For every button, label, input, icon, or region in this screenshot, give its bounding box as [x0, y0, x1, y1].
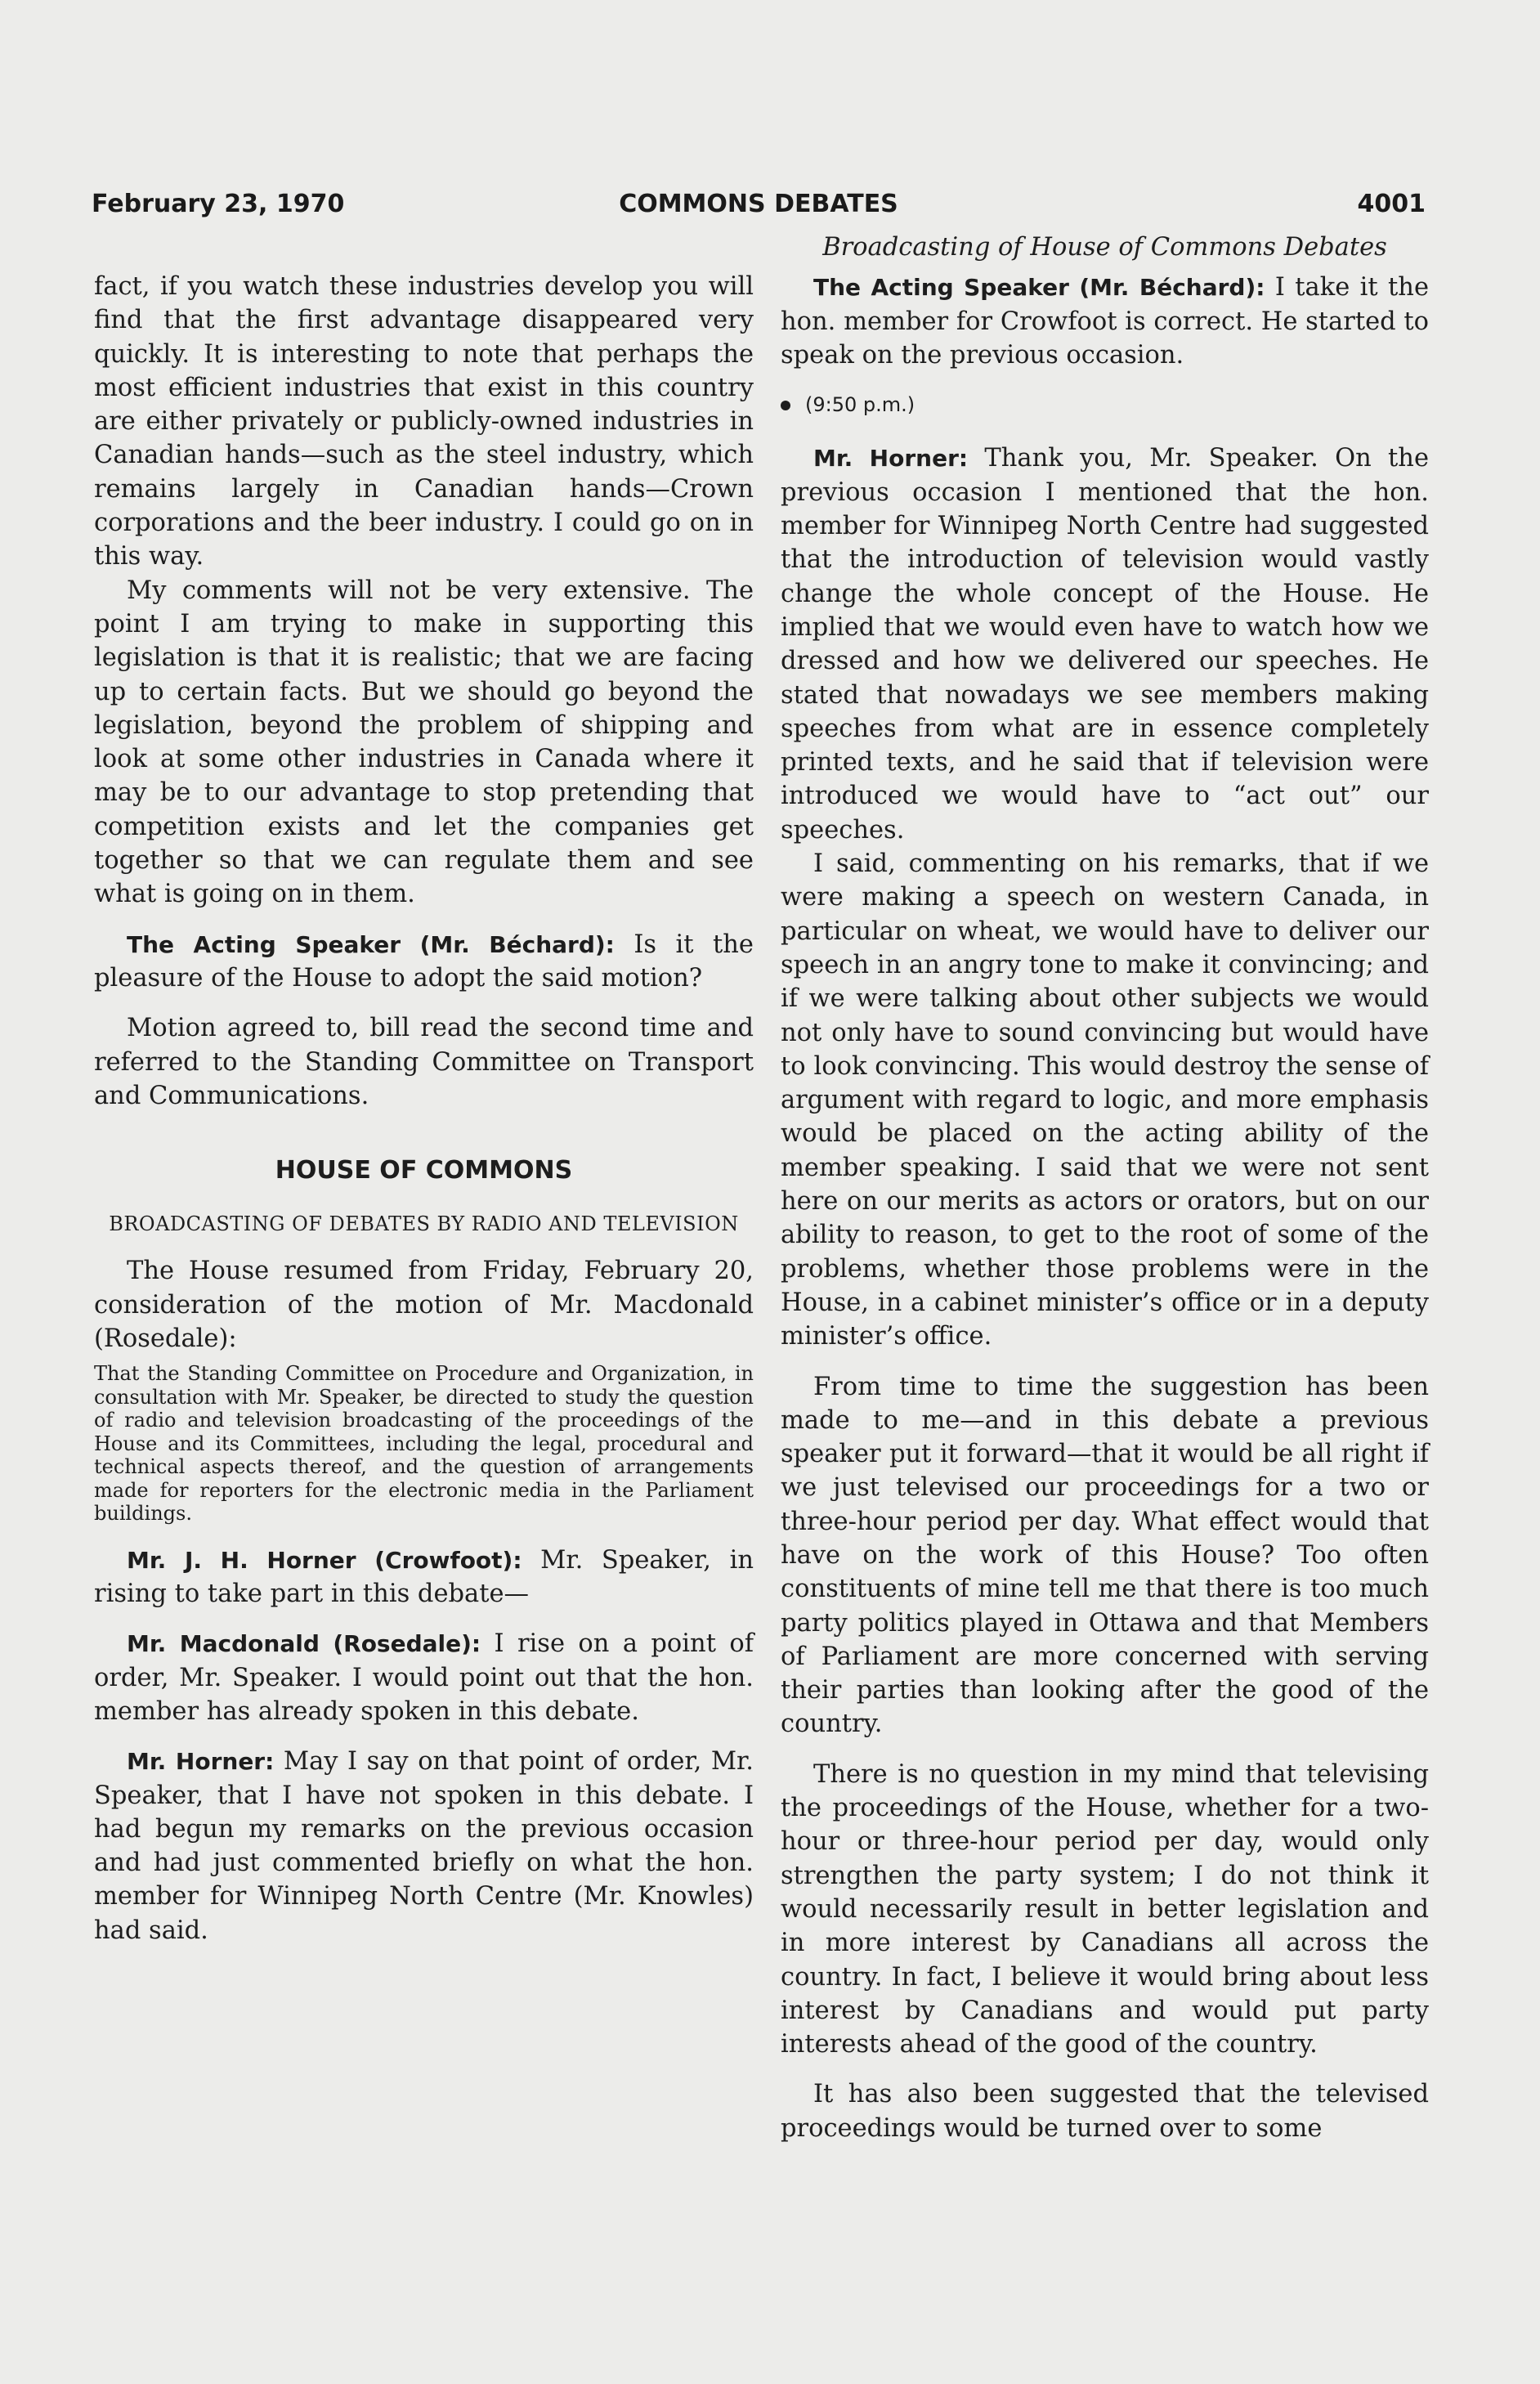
speaker-name: The Acting Speaker (Mr. Béchard): [127, 930, 615, 958]
page-header [92, 190, 1426, 226]
speech-text: Is it the pleasure of the House to adopt the said motion? [94, 930, 754, 993]
speech-paragraph [94, 1745, 754, 1947]
speech-text: I rise on a point of order, Mr. Speaker. I would point out that the hon. member has already spoken in this debate. [94, 1629, 754, 1726]
left-column [94, 231, 754, 1947]
speech-text: May I say on that point of order, Mr. Speaker, that I have not spoken in this debate. I had begun my remarks on the previous occasion and had just commented briefly on what the hon. member for Winnipeg North Centre (Mr. Knowles) had said. [94, 1747, 754, 1945]
paragraph: fact, if you watch these industries develop you will find that the first advantage disappeared very quickly. It is interesting to note that perhaps the most efficient industries that exist in this country are either privately or publicly-owned industries in Canadian hands—such as the steel industry, which remains largely in Canadian hands—Crown corporations and the beer industry. I could go on in this way. [94, 272, 754, 571]
speaker-name: The Acting Speaker (Mr. Béchard): [813, 274, 1265, 302]
speech-paragraph [94, 1544, 754, 1611]
paragraph: I said, commenting on his remarks, that if we were making a speech on western Canada, in particular on wheat, we would have to deliver our speech in an angry tone to make it convincing; and if we were talking about other subjects we would not only have to sound convincing but would have to look convincing. This would destroy the sense of argument with regard to logic, and more emphasis would be placed on the acting ability of the member speaking. I said that we were not sent here on our merits as actors or orators, but on our ability to reason, to get to the root of some of the problems, whether those problems were in the House, in a cabinet minister’s office or in a deputy minister’s office. [781, 849, 1429, 1351]
paragraph: From time to time the suggestion has been made to me—and in this debate a previous speaker put it forward—that it would be all right if we just televised our proceedings for a two or three-hour period per day. What effect would that have on the work of this House? Too often constituents of mine tell me that there is too much party politics played in Ottawa and that Members of Parliament are more concerned with serving their parties than looking after the good of the country. [781, 1372, 1429, 1739]
speech-text: Thank you, Mr. Speaker. On the previous occasion I mentioned that the hon. member for Winnipeg North Centre had suggested that the introduction of television would vastly change the whole concept of the House. He implied that we would even have to watch how we dressed and how we delivered our speeches. He stated that nowadays we see members making speeches from what are in essence completely printed texts, and he said that if television were introduced we would have to “act out” our speeches. [781, 444, 1429, 845]
time-marker [781, 388, 1429, 422]
paragraph: The House resumed from Friday, February 20, consideration of the motion of Mr. Macdonald (Rosedale): [94, 1257, 754, 1354]
paragraph: My comments will not be very extensive. The point I am trying to make in supporting this legislation is that it is realistic; that we are facing up to certain facts. But we should go beyond the legislation, beyond the problem of shipping and look at some other industries in Canada where it may be to our advantage to stop pretending that competition exists and let the companies get together so that we can regulate them and see what is going on in them. [94, 576, 754, 909]
bullet-icon [781, 401, 790, 410]
time-mark-text: (9:50 p.m.) [805, 393, 915, 417]
right-column [781, 231, 1429, 2145]
speaker-name: Mr. Horner: [127, 1748, 275, 1776]
speech-text: Mr. Speaker, in rising to take part in this debate— [94, 1545, 754, 1609]
speech-paragraph [781, 271, 1429, 372]
header-title: COMMONS DEBATES [619, 190, 898, 218]
speaker-name: Mr. Macdonald (Rosedale): [127, 1630, 481, 1658]
left-column-spacer [94, 231, 754, 270]
paragraph: It has also been suggested that the televised proceedings would be turned over to some [781, 2080, 1429, 2143]
motion-text: That the Standing Committee on Procedure and Organization, in consultation with Mr. Speaker, be directed to study the question of radio and television broadcasting of the proceedings of the House and its Committees, including the legal, procedural and technical aspects thereof, and the question of arrangements made for reporters for the electronic media in the Parliament buildings. [94, 1362, 754, 1526]
paragraph: Motion agreed to, bill read the second time and referred to the Standing Committee on Transport and Communications. [94, 1014, 754, 1110]
paragraph: There is no question in my mind that televising the proceedings of the House, whether for a two-hour or three-hour period per day, would only strengthen the party system; I do not think it would necessarily result in better legislation and in more interest by Canadians all across the country. In fact, I believe it would bring about less interest by Canadians and would put party interests ahead of the good of the country. [781, 1759, 1429, 2059]
speech-paragraph [94, 1627, 754, 1728]
running-head: Broadcasting of House of Commons Debates [822, 233, 1387, 262]
header-page-number: 4001 [1357, 190, 1426, 218]
speaker-name: Mr. J. H. Horner (Crowfoot): [127, 1546, 522, 1574]
speaker-name: Mr. Horner: [813, 445, 969, 473]
header-date: February 23, 1970 [92, 190, 345, 218]
section-title: HOUSE OF COMMONS [275, 1156, 573, 1185]
speech-paragraph [94, 928, 754, 996]
speech-paragraph [781, 441, 1429, 847]
speech-text: I take it the hon. member for Crowfoot is correct. He started to speak on the previous occasion. [781, 273, 1429, 370]
subsection-title: BROADCASTING OF DEBATES BY RADIO AND TELEVISION [109, 1212, 739, 1236]
